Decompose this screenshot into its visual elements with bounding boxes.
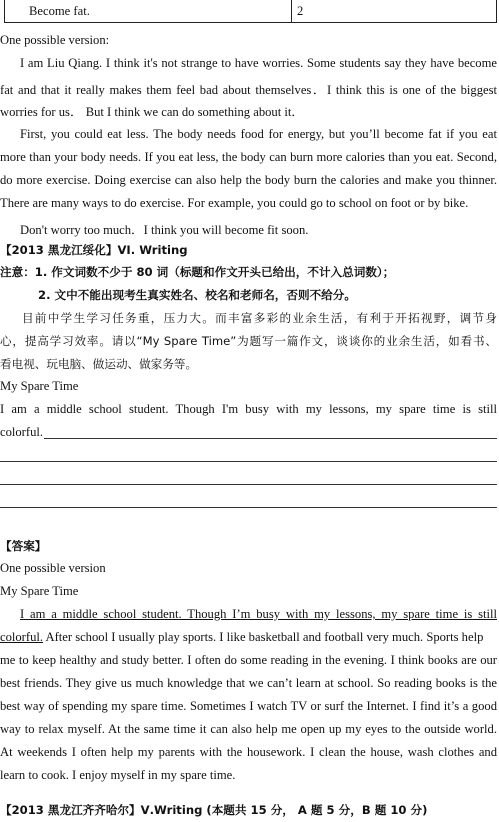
writing-line: [0, 461, 497, 462]
writing-line: [0, 507, 497, 508]
answer-underlined-word: colorful.: [0, 630, 44, 644]
closing-line: Don't worry too much．I think you will become fit soon.: [20, 223, 309, 237]
answer-title: My Spare Time: [0, 584, 79, 598]
version-label: One possible version:: [0, 33, 110, 47]
essay-start-line: colorful.: [0, 425, 44, 439]
answer-line: best way of spending my spare time. Sometimes I watch TV or surf the Internet. I find it’s a good: [0, 699, 497, 713]
answer-line-rest: After school I usually play sports. I like basketball and football very much. Sports help: [43, 630, 484, 644]
answer-label: 【答案】: [0, 539, 47, 553]
writing-line: [0, 484, 497, 485]
answer-line: best friends. They give us much knowledge that we can’t learn at school. So reading books is the: [0, 676, 497, 690]
para2-line: There are many ways to do exercise. For example, you could go to school on foot or by bike.: [0, 196, 469, 210]
para1-line: worries for us． But I think we can do something about it．: [0, 105, 304, 119]
note-2: 2. 文中不能出现考生真实姓名、校名和老师名，否则不给分。: [38, 288, 356, 302]
para1-line: I am Liu Qiang. I think it's not strange to have worries. Some students say they have become: [20, 56, 497, 70]
answer-table-row: [4, 0, 497, 23]
para2-line: First, you could eat less. The body needs food for energy, but you’ll become fat if you eat: [20, 127, 497, 141]
answer-line: At weekends I often help my parents with the housework. I clean the house, wash clothes and: [0, 745, 497, 759]
para2-line: more than your body needs. If you eat less, the body can burn more calories than you eat. Second,: [0, 150, 497, 164]
next-section-header: 【2013 黑龙江齐齐哈尔】Ⅴ.Writing (本题共 15 分， A 题 5 分，B 题 10 分): [0, 803, 428, 817]
para2-line: do more exercise. Doing exercise can also help the body burn the calories and make you thinner.: [0, 173, 497, 187]
table-cell-left: Become fat.: [5, 0, 292, 22]
answer-version-label: One possible version: [0, 561, 106, 575]
writing-line: [44, 438, 497, 439]
answer-line: learn to cook. I enjoy myself in my spare time.: [0, 768, 236, 782]
prompt-line: 目前中学生学习任务重，压力大。而丰富多彩的业余生活，有利于开拓视野，调节身: [22, 311, 497, 325]
essay-start-line: I am a middle school student. Though I'm busy with my lessons, my spare time is still: [0, 402, 497, 416]
section-header: 【2013 黑龙江绥化】VI. Writing: [0, 243, 188, 257]
answer-line: way to relax myself. At the same time it can also help me open up my eyes to the outside world.: [0, 722, 497, 736]
prompt-line: 看电视、玩电脑、做运动、做家务等。: [0, 357, 198, 371]
table-cell-right: 2: [297, 4, 304, 18]
answer-line: I am a middle school student. Though I’m busy with my lessons, my spare time is still: [20, 607, 497, 621]
essay-title: My Spare Time: [0, 379, 79, 393]
answer-line: me to keep healthy and study better. I often do some reading in the evening. I think books are our: [0, 653, 497, 667]
prompt-line: 心，提高学习效率。请以“My Spare Time”为题写一篇作文，谈谈你的业余生活，如看书、: [0, 334, 497, 348]
answer-line: [0, 630, 499, 645]
para1-line: fat and that it really makes them feel bad about themselves．I think this is one of the biggest: [0, 83, 497, 97]
note-1: 注意：1. 作文词数不少于 80 词（标题和作文开头已给出，不计入总词数）；: [0, 265, 395, 279]
